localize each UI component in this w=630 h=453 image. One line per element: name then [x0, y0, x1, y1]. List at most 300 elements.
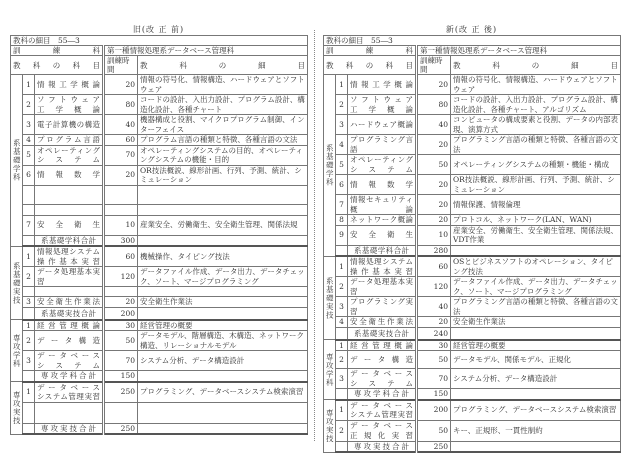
category-label: 専攻学科: [11, 320, 23, 382]
subject-header: [324, 56, 417, 75]
subject-name-line: データベース: [350, 400, 413, 410]
row-number: 2: [23, 95, 35, 115]
table-row: [324, 225, 621, 245]
training-hours: 50: [417, 351, 451, 369]
total-name-text: 系基礎実技合計: [41, 308, 96, 318]
total-hours: 200: [104, 308, 138, 320]
subject-name: [348, 297, 417, 317]
table-row: [324, 175, 621, 195]
subject-name-line: ソフトウェア: [350, 95, 413, 104]
table-row: [11, 115, 308, 135]
subject-name-line: 工学概論: [350, 104, 413, 114]
training-hours: 20: [104, 297, 138, 308]
subject-detail: オペレーティングシステムの目的、オペレーティングシステムの機能・目的: [138, 145, 308, 165]
row-number: 6: [336, 175, 348, 195]
subject-name-line: 情報数学: [37, 170, 100, 180]
training-hours: 120: [417, 277, 451, 297]
total-name-text: 系基礎学科合計: [41, 235, 96, 245]
column-header-row: [11, 56, 308, 75]
subject-detail: 経営管理の概要: [451, 340, 621, 351]
total-row: [11, 308, 308, 320]
subject-name-line: 電子計算機の構造: [37, 119, 100, 129]
subject-name-line: 操作基本実習: [37, 256, 100, 266]
subject-detail: オペレーティングシステムの種類・機能・構成: [451, 155, 621, 175]
row-number: 2: [23, 267, 35, 287]
total-number-blank: [23, 423, 35, 434]
training-hours: 70: [104, 351, 138, 371]
subject-name: [348, 225, 417, 245]
subject-name-line: 安全衛生: [37, 220, 100, 230]
subject-name-line: プログラミング言語: [350, 135, 413, 154]
training-hours: 250: [104, 382, 138, 403]
total-number-blank: [336, 328, 348, 340]
total-row: [11, 423, 308, 434]
total-row: [324, 245, 621, 256]
category-label: 系基礎学科: [11, 75, 23, 247]
training-hours: 40: [417, 115, 451, 135]
row-number: 1: [336, 340, 348, 351]
training-hours: 20: [104, 165, 138, 185]
subject-name: [35, 320, 104, 331]
table-row: [11, 267, 308, 287]
table-row: [11, 402, 308, 423]
total-name: [348, 328, 417, 340]
subject-name-line: データベース: [350, 421, 413, 430]
subject-name: [348, 369, 417, 389]
subject-name-line: 工学概論: [37, 104, 100, 114]
subject-detail: プログラミング、データベースシステム検索演習: [138, 382, 308, 403]
row-number: 5: [23, 145, 35, 165]
row-number: 3: [336, 297, 348, 317]
total-number-blank: [23, 235, 35, 246]
column-header-row: [324, 56, 621, 75]
training-hours: 70: [104, 145, 138, 165]
training-hours: 60: [104, 246, 138, 267]
total-detail-blank: [138, 235, 308, 246]
detail-header: [138, 56, 308, 75]
subject-name: [348, 400, 417, 421]
subject-name: [35, 135, 104, 146]
subject-name: [35, 297, 104, 308]
training-hours: 60: [104, 135, 138, 146]
subject-name-line: データ処理基本実習: [350, 277, 413, 296]
row-number: 7: [23, 215, 35, 235]
training-hours: 20: [417, 317, 451, 328]
subject-name-line: 情報工学概論: [37, 79, 100, 89]
training-hours: 20: [417, 135, 451, 155]
subject-detail: データモデル、関係モデル、正規化: [451, 351, 621, 369]
total-hours: 150: [104, 371, 138, 382]
training-hours: 20: [417, 195, 451, 215]
training-hours: 20: [417, 175, 451, 195]
subject-name-line: データ構造: [350, 354, 413, 364]
subject-detail: 経営管理の概要: [138, 320, 308, 331]
row-number: [23, 204, 35, 215]
subject-detail: プログラミング、データベースシステム検索演習: [451, 400, 621, 421]
subject-name: [348, 215, 417, 226]
table-row: [324, 135, 621, 155]
subject-name-line: 情報処理システム: [350, 257, 413, 266]
page-divider: [314, 30, 315, 441]
total-name: [348, 389, 417, 400]
subject-name-line: 経営管理概論: [350, 340, 413, 350]
subject-detail: プロトコル、ネットワーク(LAN、WAN): [451, 215, 621, 226]
subject-detail: 情報の符号化、情報構造、ハードウェアとソフトウェア: [451, 75, 621, 95]
subject-name: [35, 115, 104, 135]
subject-name: [35, 145, 104, 165]
row-number: 6: [23, 165, 35, 185]
subject-name-line: データ構造: [37, 335, 100, 345]
new-curriculum-table: [323, 35, 621, 453]
subject-name-line: データベース: [37, 351, 100, 360]
table-row: [11, 145, 308, 165]
row-number: 1: [336, 400, 348, 421]
subject-name: [348, 95, 417, 115]
subject-name-line: 安全衛生作業法: [350, 317, 413, 327]
subject-detail: 機械操作、タイピング技法: [138, 246, 308, 267]
subject-detail: コードの設計、入出力設計、プログラム設計、構造化設計、各種チャート: [138, 95, 308, 115]
total-name-text: 系基礎実技合計: [354, 328, 409, 338]
table-row: [11, 331, 308, 351]
total-number-blank: [336, 441, 348, 452]
subject-name: [348, 155, 417, 175]
total-detail-blank: [451, 389, 621, 400]
row-number: 1: [336, 75, 348, 95]
table-row: [324, 95, 621, 115]
total-name-text: 専攻学科合計: [354, 389, 409, 398]
table-row: [11, 382, 308, 403]
table-row: [324, 317, 621, 328]
row-number: 3: [23, 351, 35, 371]
subject-name: [35, 204, 104, 215]
row-number: 3: [336, 115, 348, 135]
training-hours: 30: [417, 340, 451, 351]
total-name: [348, 245, 417, 256]
old-title: 旧(改 正 前): [132, 25, 185, 34]
row-number: 1: [336, 256, 348, 277]
total-detail-blank: [451, 441, 621, 452]
total-number-blank: [23, 308, 35, 320]
training-course-row: [324, 46, 621, 56]
subject-name: [35, 95, 104, 115]
subject-name-line: 情報セキュリティ: [350, 195, 413, 204]
subject-name-line: ソフトウェア: [37, 95, 100, 104]
subject-name-line: データベース: [350, 369, 413, 378]
training-hours: [104, 287, 138, 297]
total-name-text: 系基礎学科合計: [354, 245, 409, 255]
row-number: 2: [23, 331, 35, 351]
table-row: [324, 420, 621, 441]
row-number: 2: [336, 95, 348, 115]
total-name: [35, 235, 104, 246]
subject-header: [11, 56, 104, 75]
category-label: 系基礎実技: [11, 246, 23, 320]
subject-detail: 情報の符号化、情報構造、ハードウェアとソフトウェア: [138, 75, 308, 95]
training-label: [324, 46, 417, 56]
table-row: [11, 297, 308, 308]
old-table-section: [10, 25, 307, 435]
new-table-section: [323, 25, 620, 453]
row-number: 5: [336, 155, 348, 175]
category-label: 系基礎学科: [324, 75, 336, 257]
subject-name-line: ネットワーク概論: [350, 215, 413, 224]
subject-detail: OR技法概説、線形計画、行列、予測、統計、シミュレーション: [138, 165, 308, 185]
subject-name-line: システム管理実習: [37, 392, 100, 401]
subject-detail: [138, 204, 308, 215]
total-number-blank: [336, 245, 348, 256]
table-row: [11, 75, 308, 95]
subject-name-line: 操作基本実習: [350, 266, 413, 276]
total-detail-blank: [138, 423, 308, 434]
subject-detail: プログラミング言語の種類と特徴、各種言語の文法: [451, 135, 621, 155]
training-hours: 10: [104, 215, 138, 235]
training-hours: 10: [417, 225, 451, 245]
subject-code-row: [11, 36, 308, 46]
subject-name: [35, 75, 104, 95]
table-row: [11, 135, 308, 146]
hours-header: 訓練時間: [104, 56, 138, 75]
subject-name: [35, 267, 104, 287]
row-number: 1: [23, 320, 35, 331]
total-detail-blank: [138, 308, 308, 320]
table-row: [11, 246, 308, 267]
new-title: 新(改 正 後): [445, 25, 498, 34]
subject-name-line: プログラミング実習: [350, 297, 413, 316]
subject-name: [348, 135, 417, 155]
total-row: [11, 371, 308, 382]
subject-name-line: オペレーティング: [37, 145, 100, 155]
subject-detail: コンピュータの構成要素と役割、データの内部表現、演算方式: [451, 115, 621, 135]
subject-name: [348, 115, 417, 135]
subject-detail: コードの設計、入出力設計、プログラム設計、構造化設計、各種チャート、アルゴリズム: [451, 95, 621, 115]
category-label: 専攻学科: [324, 340, 336, 400]
subject-detail: 機器構成と役割、マイクロプログラム制御、インターフェイス: [138, 115, 308, 135]
table-row: [11, 95, 308, 115]
table-row: [11, 351, 308, 371]
subject-name-line: オペレーティング: [350, 155, 413, 164]
row-number: 9: [336, 225, 348, 245]
table-row: [324, 277, 621, 297]
training-hours: 20: [104, 75, 138, 95]
subject-name-line: 安全衛生: [350, 230, 413, 240]
row-number: 3: [336, 369, 348, 389]
subject-detail: [138, 287, 308, 297]
subject-detail: システム分析、データ構造設計: [138, 351, 308, 371]
subject-name-line: プログラム言語: [37, 135, 100, 144]
row-number: 4: [23, 135, 35, 146]
training-hours: [104, 185, 138, 204]
row-number: 2: [336, 420, 348, 441]
subject-name: [35, 165, 104, 185]
total-number-blank: [336, 389, 348, 400]
training-hours: 50: [417, 420, 451, 441]
total-hours: 240: [417, 328, 451, 340]
subject-header-text: 教 科 の 科 目: [13, 60, 100, 70]
table-row: [11, 204, 308, 215]
row-number: 4: [336, 135, 348, 155]
training-label-text: 訓 練 科: [13, 46, 100, 55]
total-hours: 250: [104, 423, 138, 434]
training-hours: [104, 402, 138, 423]
row-number: 1: [23, 75, 35, 95]
subject-name: [348, 420, 417, 441]
subject-code-row: [324, 36, 621, 46]
training-hours: 80: [417, 95, 451, 115]
subject-name: [348, 351, 417, 369]
subject-name-line: 安全衛生作業法: [37, 297, 100, 307]
subject-detail: プログラム言語の種類と特徴、各種言語の文法: [138, 135, 308, 146]
total-number-blank: [23, 371, 35, 382]
total-hours: 300: [104, 235, 138, 246]
subject-name: [35, 402, 104, 423]
training-hours: 200: [417, 400, 451, 421]
subject-detail: [138, 402, 308, 423]
category-label: 専攻実技: [11, 382, 23, 435]
total-name: [35, 423, 104, 434]
subject-detail: 安全衛生作業法: [451, 317, 621, 328]
table-row: [324, 215, 621, 226]
total-row: [324, 441, 621, 452]
subject-name-line: システム管理実習: [350, 410, 413, 419]
table-row: [324, 115, 621, 135]
row-number: [23, 185, 35, 204]
row-number: 2: [336, 351, 348, 369]
total-detail-blank: [451, 245, 621, 256]
subject-name: [348, 195, 417, 215]
subject-name: [348, 277, 417, 297]
total-name: [348, 441, 417, 452]
table-row: [324, 75, 621, 95]
course-name: 第一種情報処理系データベース管理科: [417, 46, 621, 56]
subject-name-line: 情報処理システム: [37, 247, 100, 256]
training-label: [11, 46, 104, 56]
subject-detail: OSとビジネスソフトのオペレーション、タイピング技法: [451, 256, 621, 277]
subject-name-line: システム: [350, 378, 413, 388]
subject-detail: 産業安全、労働衛生、安全衛生管理、関係法規、VDT作業: [451, 225, 621, 245]
row-number: 1: [23, 382, 35, 403]
training-hours: [104, 204, 138, 215]
table-row: [11, 215, 308, 235]
total-hours: 150: [417, 389, 451, 400]
row-number: 2: [336, 277, 348, 297]
total-name-text: 専攻学科合計: [41, 371, 96, 380]
subject-detail: キー、正規形、一貫性制約: [451, 420, 621, 441]
training-hours: 30: [104, 320, 138, 331]
subject-name: [35, 331, 104, 351]
row-number: 4: [336, 317, 348, 328]
subject-name-line: 正規化実習: [350, 430, 413, 440]
table-row: [11, 165, 308, 185]
subject-name-line: 情報数学: [350, 179, 413, 189]
row-number: 8: [336, 215, 348, 226]
old-curriculum-table: [10, 35, 308, 435]
training-hours: 20: [417, 75, 451, 95]
detail-header: [451, 56, 621, 75]
training-hours: 20: [417, 215, 451, 226]
table-row: [11, 185, 308, 204]
total-row: [324, 389, 621, 400]
subject-code: 教科の細目 55―3: [11, 36, 308, 46]
row-number: 1: [23, 246, 35, 267]
table-row: [324, 297, 621, 317]
subject-name: [348, 256, 417, 277]
total-name: [35, 308, 104, 320]
table-row: [324, 400, 621, 421]
subject-detail: OR技法概説、線形計画、行列、予測、統計、シミュレーション: [451, 175, 621, 195]
subject-detail: 情報保護、情報倫理: [451, 195, 621, 215]
training-label-text: 訓 練 科: [326, 46, 413, 55]
subject-name: [35, 287, 104, 297]
subject-code: 教科の細目 55―3: [324, 36, 621, 46]
category-label: 系基礎実技: [324, 256, 336, 340]
training-course-row: [11, 46, 308, 56]
training-hours: 120: [104, 267, 138, 287]
table-row: [324, 351, 621, 369]
subject-name: [35, 382, 104, 403]
subject-name: [35, 246, 104, 267]
subject-name: [35, 215, 104, 235]
row-number: 3: [23, 297, 35, 308]
training-hours: 40: [417, 297, 451, 317]
hours-header: 訓練時間: [417, 56, 451, 75]
subject-detail: [138, 185, 308, 204]
total-detail-blank: [451, 328, 621, 340]
subject-name-line: 経営管理概論: [37, 320, 100, 330]
subject-name: [348, 317, 417, 328]
subject-name: [348, 340, 417, 351]
training-hours: 50: [104, 331, 138, 351]
subject-detail: データファイル作成、データ出力、データチェック、ソート、マージプログラミング: [451, 277, 621, 297]
subject-detail: データファイル作成、データ出力、データチェック、ソート、マージプログラミング: [138, 267, 308, 287]
subject-detail: プログラミング言語の種類と特徴、各種言語の文法: [451, 297, 621, 317]
total-hours: 280: [417, 245, 451, 256]
subject-detail: データモデル、階層構造、木構造、ネットワーク構造、リレーショナルモデル: [138, 331, 308, 351]
table-row: [324, 369, 621, 389]
table-row: [324, 340, 621, 351]
training-hours: 70: [417, 369, 451, 389]
training-hours: 50: [417, 155, 451, 175]
total-row: [11, 235, 308, 246]
table-row: [324, 256, 621, 277]
total-row: [324, 328, 621, 340]
subject-name: [348, 75, 417, 95]
detail-header-text: 教 科 の 細 目: [453, 60, 619, 70]
total-name: [35, 371, 104, 382]
row-number: [23, 287, 35, 297]
subject-detail: 産業安全、労働衛生、安全衛生管理、関係法規: [138, 215, 308, 235]
table-row: [324, 195, 621, 215]
table-row: [324, 155, 621, 175]
subject-detail: システム分析、データ構造設計: [451, 369, 621, 389]
row-number: [23, 402, 35, 423]
training-hours: 40: [104, 115, 138, 135]
total-detail-blank: [138, 371, 308, 382]
subject-name: [35, 351, 104, 371]
table-row: [11, 287, 308, 297]
subject-name: [348, 175, 417, 195]
subject-name-line: ハードウェア概論: [350, 119, 413, 129]
total-name-text: 専攻実技合計: [354, 441, 409, 451]
subject-detail: 安全衛生作業法: [138, 297, 308, 308]
subject-name-line: データベース: [37, 382, 100, 392]
row-number: 3: [23, 115, 35, 135]
subject-name: [35, 185, 104, 204]
training-hours: 80: [104, 95, 138, 115]
detail-header-text: 教 科 の 細 目: [140, 60, 306, 70]
subject-name-line: システム: [37, 360, 100, 370]
subject-header-text: 教 科 の 科 目: [326, 60, 413, 70]
category-label: 専攻実技: [324, 400, 336, 453]
